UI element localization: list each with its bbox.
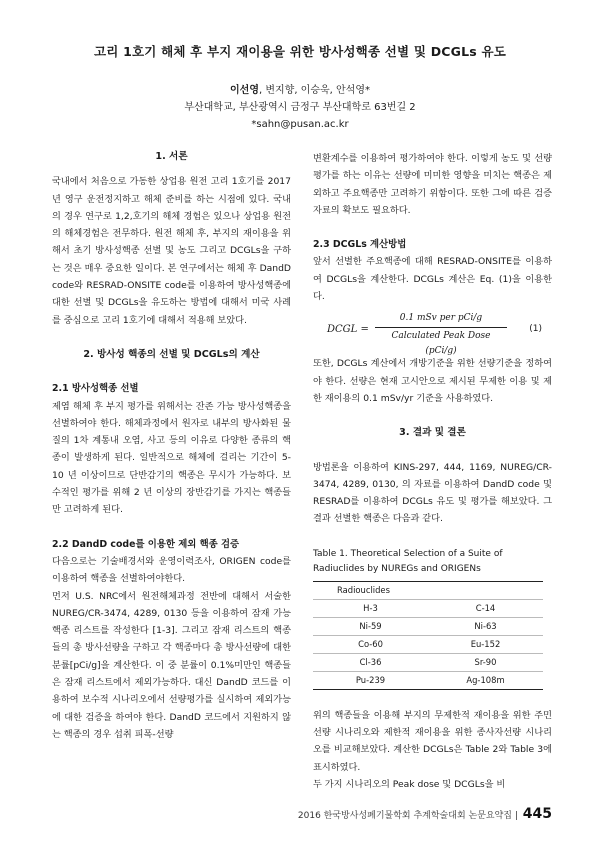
corresponding-mark: * [365,85,370,96]
right-column [313,150,552,793]
paragraph-2-1: 제염 해체 후 부지 평가를 위해서는 잔존 가능 방사성핵종을 선별하여야 한다. 해체과정에서 원자로 내부의 방사화된 물질의 1차 계통내 오염, 사고 등의 이유로 다양한 종류의 핵종이 발생하게 된다. 일반적으로 해체에 걸리는 기간이 5-10 년 이상이므로 단반감기의 핵종은 무시가 가능하다. 보수적인 평가를 위해 2 년 이상의 장반감기를 가지는 핵종들만 고려하게 된다. [52,400,291,516]
page-number: 445 [522,806,552,822]
table-cell: H-3 [313,599,428,617]
equation-dcgl [313,309,552,357]
paragraph-2-3-a: 앞서 선별한 주요핵종에 대해 RESRAD-ONSITE를 이용하여 DCGLs을 계산한다. DCGLs 계산은 Eq. (1)을 이용한다. [313,256,552,303]
table-caption: Table 1. Theoretical Selection of a Suite of Radiuclides by NUREGs and ORIGENs [313,548,503,574]
section-heading-results: 3. 결과 및 결론 [399,427,466,439]
table-cell: Eu-152 [428,635,543,653]
paragraph-3-c: 두 가지 시나리오의 Peak dose 및 DCGLs을 비 [313,778,506,790]
paragraph-2-2-b: 먼저 U.S. NRC에서 원전해체과정 전반에 대해서 서술한 NUREG/CR-3474, 4289, 0130 등을 이용하여 잠재 가능 핵종 리스트를 작성한다 [1-3]. 그리고 잠재 리스트의 핵종들의 총 방사선량을 구하고 각 핵종마다 총 방사선량에 대한 분률[pCi/g]을 계산한다. 이 중 분률이 0.1%미만인 핵종들은 잠재 리스트에서 제외가능하다. 대신 DandD 코드를 이용하여 보수적 시나리오에서 선량평가를 실시하여 제외가능에 대한 검증을 하여야 한다. DandD 코드에서 지원하지 않는 핵종의 경우 섭취 피폭-선량 [52,590,291,740]
footer-text: 2016 한국방사성폐기물학회 추계학술대회 논문요약집 [297,811,512,821]
footer-separator: | [514,811,518,821]
paragraph-3-b: 위의 핵종들을 이용해 부지의 무제한적 재이용을 위한 주민선량 시나리오와 제한적 재이용을 위한 종사자선량 시나리오를 비교해보았다. 계산한 DCGLs은 Table 2와 Table 3에 표시하였다. [313,709,552,773]
lead-author: 이선영 [230,85,259,96]
table-cell: Sr-90 [428,653,543,671]
table-cell: Ag-108m [428,671,543,689]
co-authors: , 변지향, 이승욱, 안석영 [258,85,365,96]
equation-number: (1) [529,324,542,335]
author-block [0,82,600,133]
table-cell: Pu-239 [313,671,428,689]
table-cell: Co-60 [313,635,428,653]
table-cell: Ni-63 [428,617,543,635]
paragraph-2-2-a: 다음으로는 기술배경서와 운영이력조사, ORIGEN code를 이용하여 핵종을 선별하여야한다. [52,555,291,585]
table-cell: Ni-59 [313,617,428,635]
table-row [313,653,543,671]
email: *sahn@pusan.ac.kr [251,119,349,130]
paragraph-2-3-b: 또한, DCGLs 계산에서 개방기준을 위한 선량기준을 정하여야 한다. 선량은 현재 고시안으로 제시된 무제한 이용 및 제한 재이용의 0.1 mSv/yr 기준을 사용하였다. [313,358,552,404]
left-column [52,148,291,743]
subsection-heading-2-2: 2.2 DandD code를 이용한 제외 핵종 검증 [52,538,240,550]
affiliation: 부산대학교, 부산광역시 금정구 부산대학로 63번길 2 [184,102,416,113]
table-cell: Cl-36 [313,653,428,671]
subsection-heading-2-3: 2.3 DCGLs 계산방법 [313,239,407,251]
table-header: Radiouclides [313,581,543,599]
intro-paragraph: 국내에서 처음으로 가동한 상업용 원전 고리 1호기를 2017년 영구 운전정지하고 해체 준비를 하는 시점에 있다. 국내의 경우 연구로 1,2,호기의 해체 경험은 있으나 상업용 원전의 해체경험은 전무하다. 원전 해체 후, 부지의 재이용을 위해서 초기 방사성핵종 선별 및 농도 그리고 DCGLs을 구하는 것은 매우 중요한 일이다. 본 연구에서는 해체 후 DandD code와 RESRAD-ONSITE code를 이용하여 방사성핵종에 대한 선별 및 DCGLs을 유도하는 방법에 대해서 미국 사례를 중심으로 고리 1호기에 대해서 적용해 보았다. [52,176,291,326]
paragraph-3-a: 방법론을 이용하여 KINS-297, 444, 1169, NUREG/CR-3474, 4289, 0130, 의 자료를 이용하여 DandD code 및 RESRAD를 이용하여 DCGLs 유도 및 평가를 해보았다. 그 결과 선별한 핵종은 다음과 같다. [313,461,552,525]
table-row [313,671,543,689]
page-footer [298,806,552,822]
author-line [0,82,600,99]
paragraph-continued: 변환계수를 이용하여 평가하여야 한다. 이렇게 농도 및 선량평가를 하는 이유는 선량에 미미한 영향을 미치는 핵종은 제외하고 주요핵종만 고려하기 위함이다. 또한 그에 따른 검증자료의 확보도 필요하다. [313,153,552,216]
paper-title: 고리 1호기 해체 후 부지 재이용을 위한 방사성핵종 선별 및 DCGLs 유도 [93,44,507,59]
subsection-heading-2-1: 2.1 방사성핵종 선별 [52,383,139,395]
section-heading-methods: 2. 방사성 핵종의 선별 및 DCGLs의 계산 [83,348,260,360]
table-row [313,599,543,617]
table-cell: C-14 [428,599,543,617]
table-row [313,635,543,653]
equation-numerator: 0.1 mSv per pCi/g [399,313,483,324]
equation-denominator: Calculated Peak Dose (pCi/g) [391,331,491,357]
nuclide-table [313,581,543,690]
equation-lhs: DCGL = [327,324,369,336]
fraction-bar [375,327,507,328]
equation-fraction [375,311,507,359]
table-row [313,617,543,635]
section-heading-intro: 1. 서론 [155,151,188,162]
